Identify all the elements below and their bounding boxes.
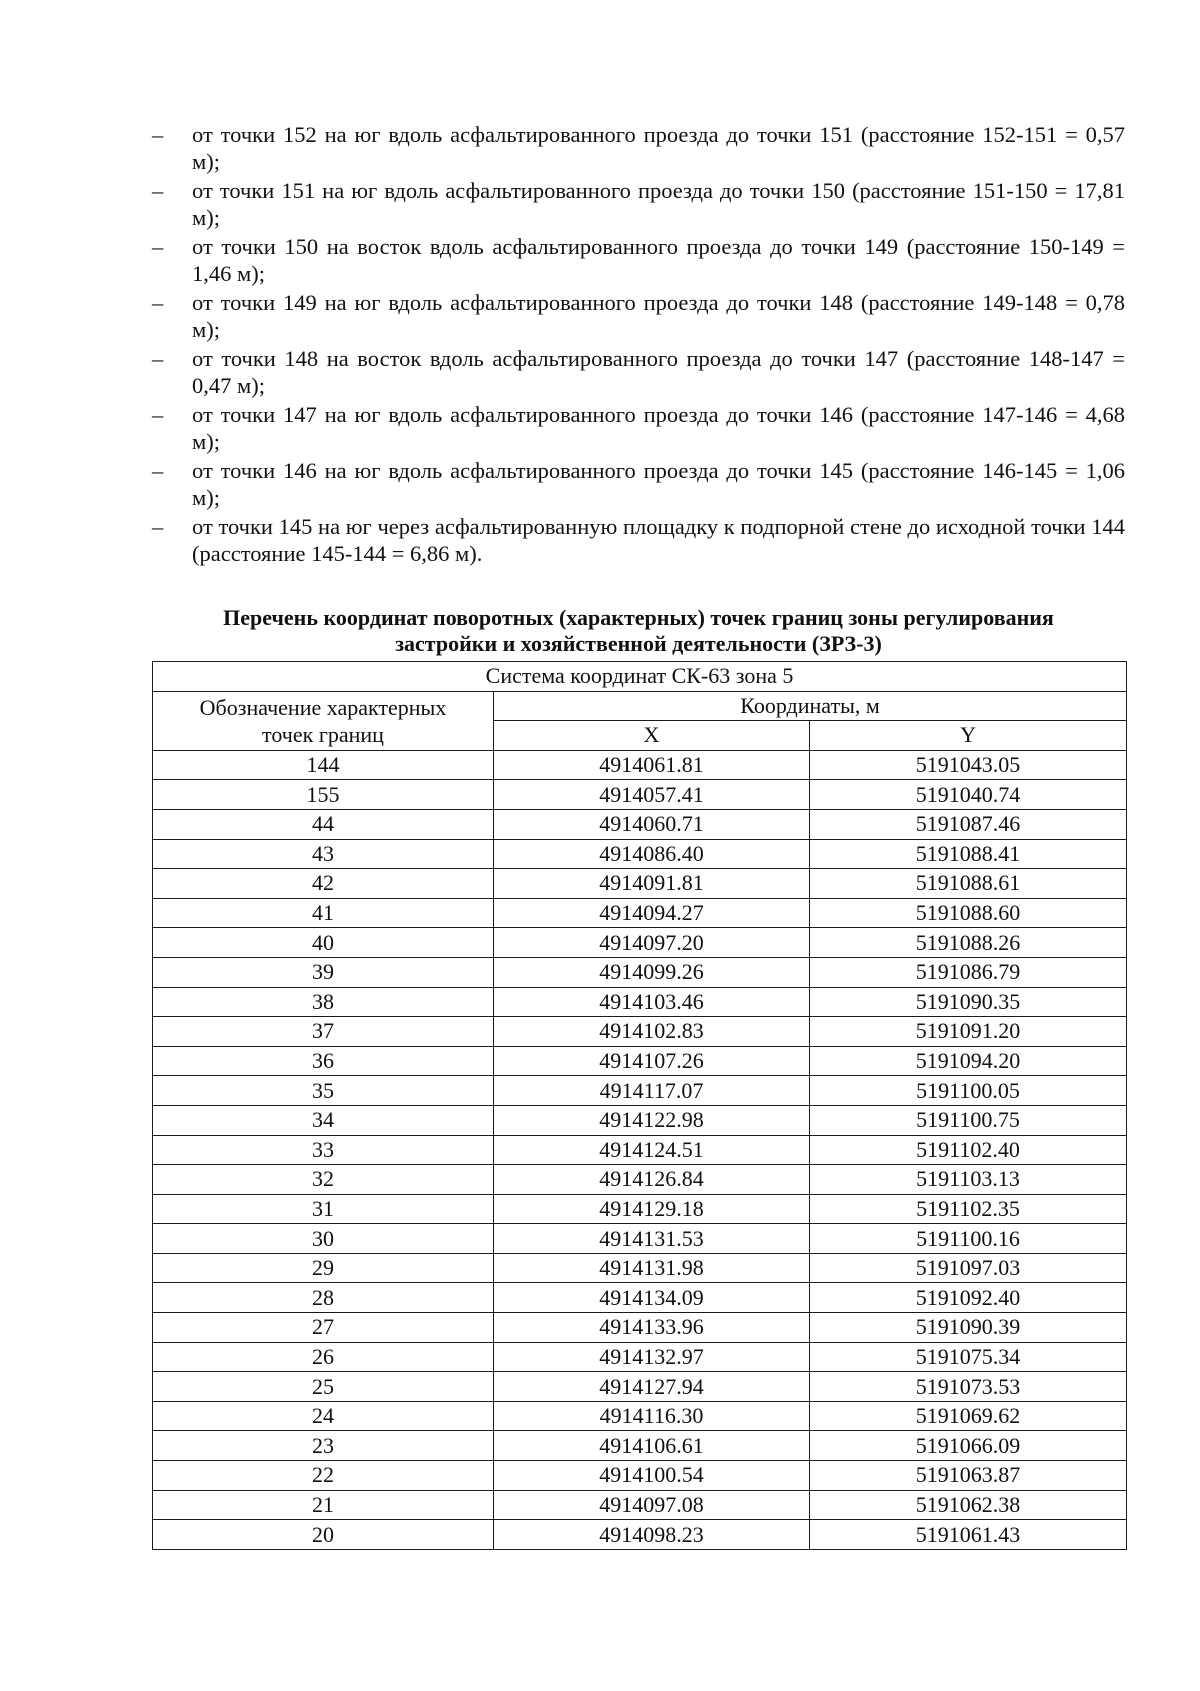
y-cell: 5191100.16 [810, 1224, 1127, 1254]
point-cell: 28 [153, 1283, 494, 1313]
list-item-text: от точки 145 на юг через асфальтированную площадку к подпорной стене до исходной точки 144 (расстояние 145-144 = 6,86 м). [192, 514, 1125, 566]
list-item-text: от точки 150 на восток вдоль асфальтированного проезда до точки 149 (расстояние 150-149 = 1,46 м); [192, 234, 1125, 286]
x-cell: 4914094.27 [494, 898, 810, 928]
y-cell: 5191088.61 [810, 869, 1127, 899]
list-item [152, 122, 1125, 175]
y-cell: 5191088.60 [810, 898, 1127, 928]
table-row [153, 898, 1127, 928]
table-row [153, 1283, 1127, 1313]
y-cell: 5191061.43 [810, 1520, 1127, 1550]
point-cell: 30 [153, 1224, 494, 1254]
point-cell: 26 [153, 1342, 494, 1372]
point-cell: 31 [153, 1194, 494, 1224]
list-item-text: от точки 146 на юг вдоль асфальтированного проезда до точки 145 (расстояние 146-145 = 1,06 м); [192, 458, 1125, 510]
x-cell: 4914126.84 [494, 1165, 810, 1195]
list-dash: – [152, 458, 164, 483]
y-cell: 5191088.41 [810, 839, 1127, 869]
point-cell: 38 [153, 987, 494, 1017]
x-cell: 4914097.08 [494, 1490, 810, 1520]
point-cell: 155 [153, 780, 494, 810]
point-cell: 27 [153, 1313, 494, 1343]
list-dash: – [152, 346, 164, 371]
table-row [153, 1461, 1127, 1491]
y-column-header: Y [810, 721, 1127, 751]
x-cell: 4914132.97 [494, 1342, 810, 1372]
point-cell: 20 [153, 1520, 494, 1550]
y-cell: 5191097.03 [810, 1253, 1127, 1283]
point-cell: 42 [153, 869, 494, 899]
list-item-text: от точки 147 на юг вдоль асфальтированного проезда до точки 146 (расстояние 147-146 = 4,68 м); [192, 402, 1125, 454]
x-cell: 4914061.81 [494, 750, 810, 780]
point-cell: 34 [153, 1105, 494, 1135]
list-dash: – [152, 122, 164, 147]
table-row [153, 987, 1127, 1017]
table-row [153, 1105, 1127, 1135]
point-cell: 25 [153, 1372, 494, 1402]
y-cell: 5191087.46 [810, 809, 1127, 839]
y-cell: 5191088.26 [810, 928, 1127, 958]
list-dash: – [152, 402, 164, 427]
list-item [152, 402, 1125, 455]
point-cell: 37 [153, 1017, 494, 1047]
x-column-header: X [494, 721, 810, 751]
x-cell: 4914057.41 [494, 780, 810, 810]
list-item-text: от точки 148 на восток вдоль асфальтированного проезда до точки 147 (расстояние 148-147 = 0,47 м); [192, 346, 1125, 398]
x-cell: 4914107.26 [494, 1046, 810, 1076]
boundary-description-list [152, 122, 1125, 570]
list-item-text: от точки 151 на юг вдоль асфальтированного проезда до точки 150 (расстояние 151-150 = 17,81 м); [192, 178, 1125, 230]
table-row [153, 1224, 1127, 1254]
y-cell: 5191092.40 [810, 1283, 1127, 1313]
point-cell: 44 [153, 809, 494, 839]
y-cell: 5191075.34 [810, 1342, 1127, 1372]
x-cell: 4914091.81 [494, 869, 810, 899]
y-cell: 5191066.09 [810, 1431, 1127, 1461]
x-cell: 4914127.94 [494, 1372, 810, 1402]
x-cell: 4914106.61 [494, 1431, 810, 1461]
table-row [153, 1017, 1127, 1047]
list-dash: – [152, 514, 164, 539]
y-cell: 5191062.38 [810, 1490, 1127, 1520]
x-cell: 4914098.23 [494, 1520, 810, 1550]
table-row [153, 1431, 1127, 1461]
list-item [152, 514, 1125, 567]
point-name-header-line: точек границ [262, 721, 384, 747]
coordinates-table [152, 661, 1127, 1550]
x-cell: 4914129.18 [494, 1194, 810, 1224]
table-row [153, 780, 1127, 810]
point-cell: 41 [153, 898, 494, 928]
x-cell: 4914086.40 [494, 839, 810, 869]
table-row [153, 839, 1127, 869]
x-cell: 4914102.83 [494, 1017, 810, 1047]
list-item [152, 178, 1125, 231]
table-row [153, 1046, 1127, 1076]
x-cell: 4914131.53 [494, 1224, 810, 1254]
y-cell: 5191103.13 [810, 1165, 1127, 1195]
point-cell: 144 [153, 750, 494, 780]
table-row [153, 1490, 1127, 1520]
table-row [153, 750, 1127, 780]
point-cell: 22 [153, 1461, 494, 1491]
list-item-text: от точки 152 на юг вдоль асфальтированного проезда до точки 151 (расстояние 152-151 = 0,57 м); [192, 122, 1125, 174]
table-row [153, 1313, 1127, 1343]
list-item [152, 290, 1125, 343]
y-cell: 5191100.75 [810, 1105, 1127, 1135]
y-cell: 5191100.05 [810, 1076, 1127, 1106]
table-heading [152, 605, 1125, 657]
table-row [153, 1401, 1127, 1431]
table-row [153, 1520, 1127, 1550]
point-cell: 23 [153, 1431, 494, 1461]
x-cell: 4914099.26 [494, 957, 810, 987]
table-heading-line: Перечень координат поворотных (характерных) точек границ зоны регулирования [223, 605, 1054, 630]
table-row [153, 957, 1127, 987]
y-cell: 5191086.79 [810, 957, 1127, 987]
point-cell: 43 [153, 839, 494, 869]
table-row [153, 869, 1127, 899]
point-cell: 40 [153, 928, 494, 958]
list-item [152, 346, 1125, 399]
table-heading-line: застройки и хозяйственной деятельности (ЗРЗ-3) [395, 631, 882, 656]
y-cell: 5191094.20 [810, 1046, 1127, 1076]
table-row [153, 1194, 1127, 1224]
list-item-text: от точки 149 на юг вдоль асфальтированного проезда до точки 148 (расстояние 149-148 = 0,78 м); [192, 290, 1125, 342]
table-row [153, 809, 1127, 839]
point-name-header [153, 691, 494, 750]
y-cell: 5191063.87 [810, 1461, 1127, 1491]
y-cell: 5191090.35 [810, 987, 1127, 1017]
point-cell: 36 [153, 1046, 494, 1076]
y-cell: 5191102.35 [810, 1194, 1127, 1224]
x-cell: 4914103.46 [494, 987, 810, 1017]
table-row [153, 1253, 1127, 1283]
coordinate-system-header: Система координат СК-63 зона 5 [153, 662, 1127, 692]
y-cell: 5191040.74 [810, 780, 1127, 810]
y-cell: 5191090.39 [810, 1313, 1127, 1343]
list-dash: – [152, 234, 164, 259]
point-cell: 29 [153, 1253, 494, 1283]
y-cell: 5191073.53 [810, 1372, 1127, 1402]
point-cell: 32 [153, 1165, 494, 1195]
x-cell: 4914060.71 [494, 809, 810, 839]
table-row [153, 1165, 1127, 1195]
point-cell: 35 [153, 1076, 494, 1106]
x-cell: 4914124.51 [494, 1135, 810, 1165]
x-cell: 4914097.20 [494, 928, 810, 958]
point-cell: 33 [153, 1135, 494, 1165]
list-item [152, 234, 1125, 287]
x-cell: 4914122.98 [494, 1105, 810, 1135]
list-item [152, 458, 1125, 511]
point-name-header-line: Обозначение характерных [199, 694, 447, 720]
y-cell: 5191043.05 [810, 750, 1127, 780]
x-cell: 4914100.54 [494, 1461, 810, 1491]
table-row [153, 1076, 1127, 1106]
x-cell: 4914117.07 [494, 1076, 810, 1106]
list-dash: – [152, 290, 164, 315]
x-cell: 4914116.30 [494, 1401, 810, 1431]
table-row [153, 928, 1127, 958]
table-row [153, 1372, 1127, 1402]
y-cell: 5191102.40 [810, 1135, 1127, 1165]
y-cell: 5191091.20 [810, 1017, 1127, 1047]
y-cell: 5191069.62 [810, 1401, 1127, 1431]
point-cell: 24 [153, 1401, 494, 1431]
x-cell: 4914133.96 [494, 1313, 810, 1343]
coordinates-header: Координаты, м [494, 691, 1127, 721]
table-row [153, 1135, 1127, 1165]
point-cell: 21 [153, 1490, 494, 1520]
table-row [153, 1342, 1127, 1372]
point-cell: 39 [153, 957, 494, 987]
x-cell: 4914134.09 [494, 1283, 810, 1313]
x-cell: 4914131.98 [494, 1253, 810, 1283]
list-dash: – [152, 178, 164, 203]
